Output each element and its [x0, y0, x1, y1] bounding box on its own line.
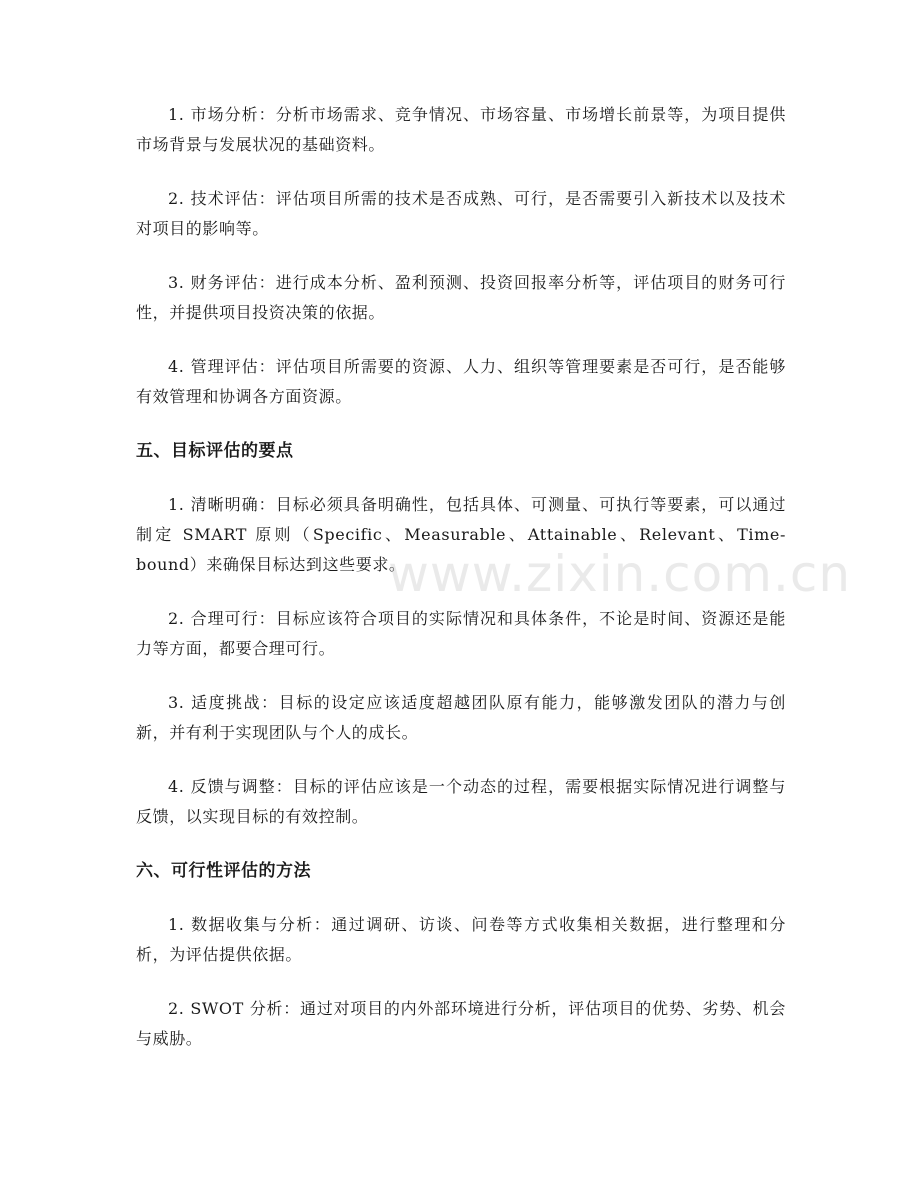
section-heading-goal-assessment: 五、目标评估的要点 [136, 441, 294, 461]
paragraph-technical-assessment: 2. 技术评估：评估项目所需的技术是否成熟、可行，是否需要引入新技术以及技术对项目的影响等。 [136, 189, 786, 238]
paragraph-financial-assessment: 3. 财务评估：进行成本分析、盈利预测、投资回报率分析等，评估项目的财务可行性，并提供项目投资决策的依据。 [136, 273, 786, 322]
paragraph-feasible-goals: 2. 合理可行：目标应该符合项目的实际情况和具体条件，不论是时间、资源还是能力等方面，都要合理可行。 [136, 609, 786, 658]
paragraph-management-assessment: 4. 管理评估：评估项目所需要的资源、人力、组织等管理要素是否可行，是否能够有效管理和协调各方面资源。 [136, 357, 786, 406]
paragraph-swot-analysis: 2. SWOT 分析：通过对项目的内外部环境进行分析，评估项目的优势、劣势、机会与威胁。 [136, 999, 786, 1048]
section-heading-feasibility-methods: 六、可行性评估的方法 [136, 861, 311, 881]
paragraph-clear-goals: 1. 清晰明确：目标必须具备明确性，包括具体、可测量、可执行等要素，可以通过制定 SMART 原则（Specific、Measurable、Attainable、Relevant、Time-bound）来确保目标达到这些要求。 [136, 495, 786, 574]
watermark: www.zixin.com.cn [388, 545, 852, 603]
paragraph-challenging-goals: 3. 适度挑战：目标的设定应该适度超越团队原有能力，能够激发团队的潜力与创新，并有利于实现团队与个人的成长。 [136, 693, 786, 742]
paragraph-data-collection: 1. 数据收集与分析：通过调研、访谈、问卷等方式收集相关数据，进行整理和分析，为评估提供依据。 [136, 915, 786, 964]
document-body [136, 100, 786, 1078]
paragraph-feedback-adjustment: 4. 反馈与调整：目标的评估应该是一个动态的过程，需要根据实际情况进行调整与反馈，以实现目标的有效控制。 [136, 777, 786, 826]
paragraph-market-analysis: 1. 市场分析：分析市场需求、竞争情况、市场容量、市场增长前景等，为项目提供市场背景与发展状况的基础资料。 [136, 105, 786, 154]
